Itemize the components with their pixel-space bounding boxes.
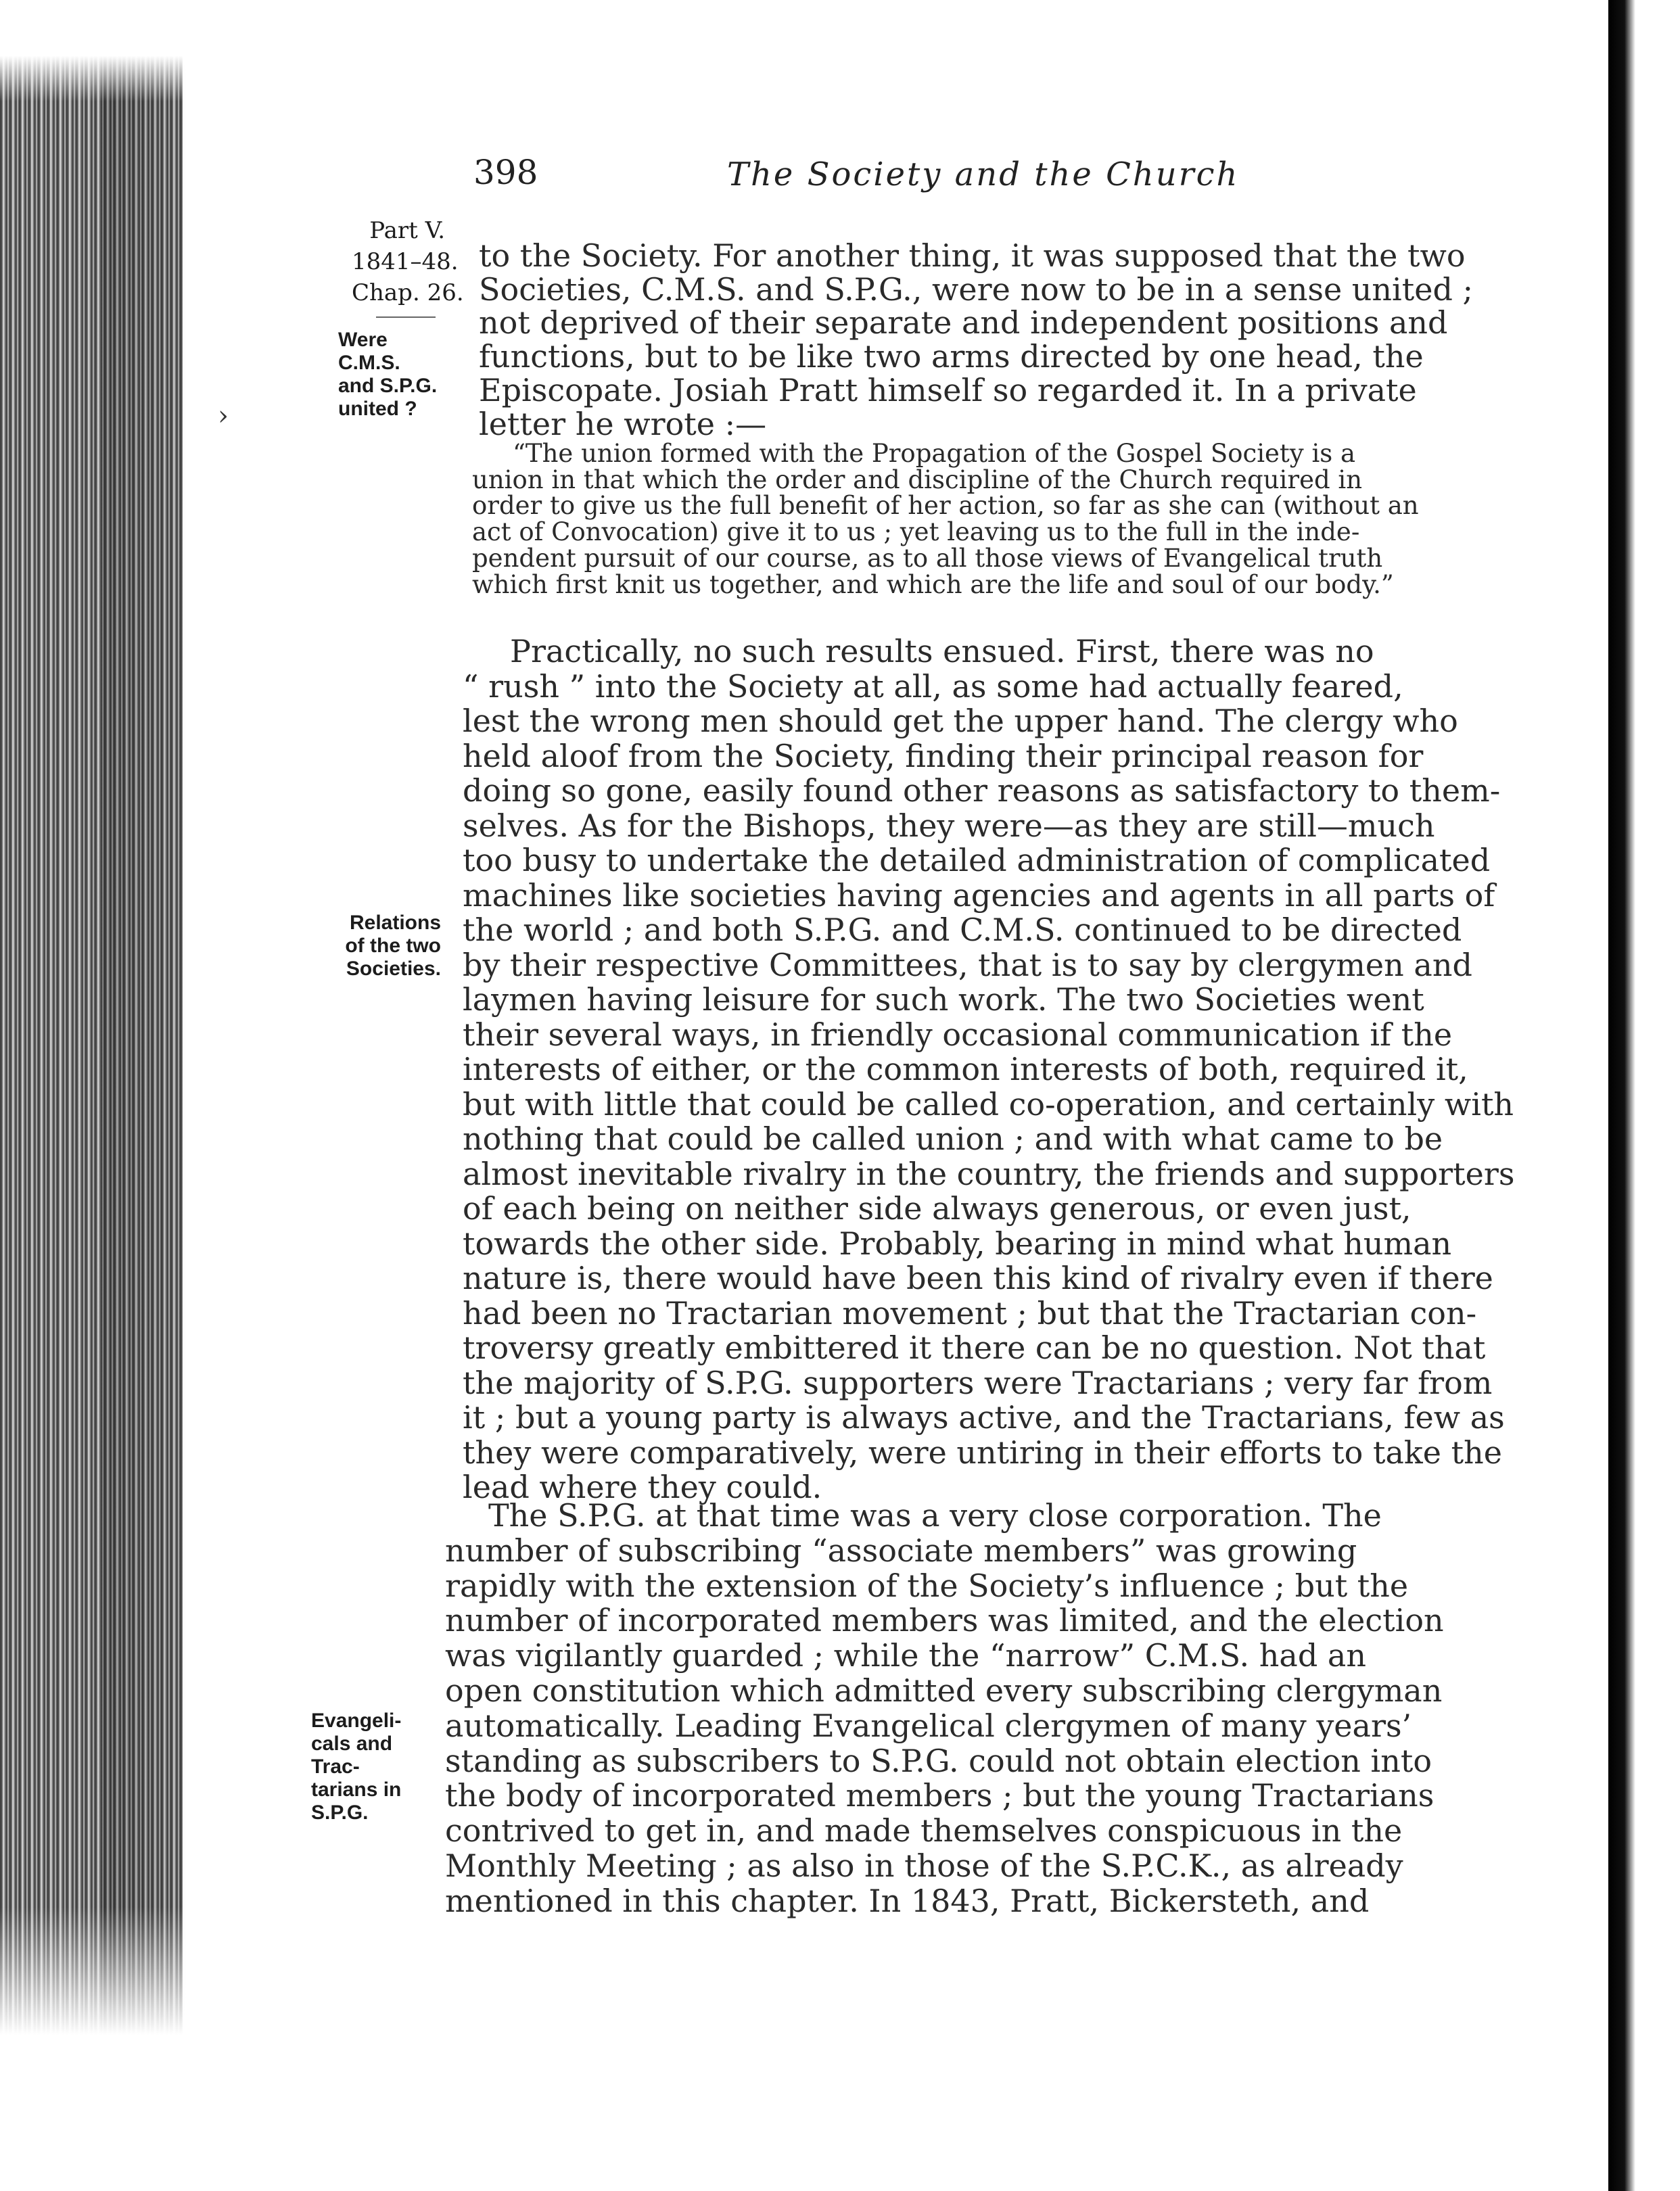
quote-line: pendent pursuit of our course, as to all those views of Evangelical truth [472,543,1383,573]
text-line: not deprived of their separate and independent positions and [479,304,1448,341]
text-line: nature is, there would have been this kind of rivalry even if there [463,1260,1493,1296]
block-quote [472,441,1419,598]
paragraph-practically [463,634,1514,1505]
years-label: 1841–48. [352,248,459,275]
part-label: Part V. [369,217,445,244]
running-head: The Society and the Church [727,156,1240,193]
text-line: almost inevitable rivalry in the country, the friends and supporters [463,1155,1515,1192]
quote-line: order to give us the full benefit of her action, so far as she can (without an [472,491,1419,521]
gutter-fade-bottom [0,1907,196,2191]
text-line: “ rush ” into the Society at all, as some had actually feared, [463,667,1403,705]
chapter-label: Chap. 26. [352,279,464,306]
text-line: letter he wrote :— [479,405,767,442]
paragraph-spg [445,1499,1444,1919]
sidenote-line: Societies. [346,958,441,980]
text-line: it ; but a young party is always active, and the Tractarians, few as [463,1399,1505,1436]
text-line: machines like societies having agencies and agents in all parts of [463,876,1495,914]
text-line: rapidly with the extension of the Society’s influence ; but the [445,1567,1409,1604]
part-chapter-note [352,215,464,308]
text-line: contrived to get in, and made themselves conspicuous in the [445,1812,1403,1850]
text-line: held aloof from the Society, finding their principal reason for [463,737,1424,774]
sidenote-line: Evangeli- [311,1710,402,1732]
text-line: lead where they could. [463,1469,822,1505]
sidenote-line: Were [338,329,388,351]
text-line: laymen having leisure for such work. The two Societies went [463,981,1424,1018]
text-line: they were comparatively, were untiring in their efforts to take the [463,1434,1502,1471]
gutter-fade-top [0,0,196,101]
text-line: was vigilantly guarded ; while the “narrow” C.M.S. had an [445,1637,1366,1674]
sidenote-evangelicals [311,1710,401,1824]
sidenote-line: and S.P.G. [338,375,438,397]
quote-line: which first knit us together, and which are the life and soul of our body.” [472,569,1394,599]
text-line: open constitution which admitted every subscribing clergyman [445,1672,1443,1709]
text-line: their several ways, in friendly occasional communication if the [463,1016,1453,1053]
text-line: Practically, no such results ensued. First, there was no [510,633,1374,669]
text-line: functions, but to be like two arms directed by one head, the [479,338,1424,375]
quote-line: union in that which the order and discipline of the Church required in [472,465,1363,494]
gutter-shadow [101,0,196,2191]
text-line: number of incorporated members was limited, and the election [445,1602,1444,1639]
quote-line: act of Convocation) give it to us ; yet leaving us to the full in the inde- [472,517,1360,547]
page-number: 398 [473,153,538,192]
sidenote-line: S.P.G. [311,1801,369,1824]
text-line: towards the other side. Probably, bearing in mind what human [463,1225,1452,1262]
text-line: interests of either, or the common interests of both, required it, [463,1051,1468,1087]
text-line: selves. As for the Bishops, they were—as they are still—much [463,807,1435,844]
text-line: by their respective Committees, that is to say by clergymen and [463,946,1472,983]
text-line: The S.P.G. at that time was a very close corporation. The [488,1497,1382,1534]
text-line: mentioned in this chapter. In 1843, Pratt, Bickersteth, and [445,1882,1370,1919]
sidenote-line: united ? [338,398,417,420]
text-line: the world ; and both S.P.G. and C.M.S. continued to be directed [463,912,1462,948]
sidenote-relations [327,912,441,981]
text-line: Societies, C.M.S. and S.P.G., were now to be in a sense united ; [479,270,1474,308]
text-line: doing so gone, easily found other reasons as satisfactory to them- [463,772,1501,809]
text-line: troversy greatly embittered it there can be no question. Not that [463,1329,1486,1366]
text-line: lest the wrong men should get the upper hand. The clergy who [463,703,1458,739]
quote-line: “The union formed with the Propagation of the Gospel Society is a [513,439,1356,468]
text-line: the body of incorporated members ; but the young Tractarians [445,1777,1434,1814]
part-rule [376,316,436,318]
paragraph-opening [479,239,1473,441]
sidenote-line: Relations [349,912,441,934]
sidenote-line: C.M.S. [338,352,400,374]
text-line: automatically. Leading Evangelical clergymen of many years’ [445,1707,1412,1744]
text-line: nothing that could be called union ; and with what came to be [463,1121,1443,1157]
margin-mark: › [218,400,229,431]
sidenote-line: tarians in [311,1778,402,1801]
sidenote-line: of the two [345,935,441,957]
text-line: to the Society. For another thing, it was supposed that the two [479,237,1466,274]
text-line: too busy to undertake the detailed administration of complicated [463,842,1491,878]
text-line: had been no Tractarian movement ; but that the Tractarian con- [463,1294,1477,1332]
text-line: Monthly Meeting ; as also in those of the S.P.C.K., as already [445,1847,1403,1884]
text-line: but with little that could be called co-operation, and certainly with [463,1085,1514,1123]
text-line: Episcopate. Josiah Pratt himself so regarded it. In a private [479,371,1417,408]
sidenote-line: Trac- [311,1756,360,1778]
sidenote-line: cals and [311,1733,393,1755]
text-line: standing as subscribers to S.P.G. could not obtain election into [445,1742,1432,1779]
sidenote-united [338,329,437,421]
page-right-edge [1608,0,1635,2191]
text-line: the majority of S.P.G. supporters were Tractarians ; very far from [463,1364,1493,1401]
text-line: number of subscribing “associate members” was growing [445,1532,1357,1569]
text-line: of each being on neither side always generous, or even just, [463,1190,1411,1227]
